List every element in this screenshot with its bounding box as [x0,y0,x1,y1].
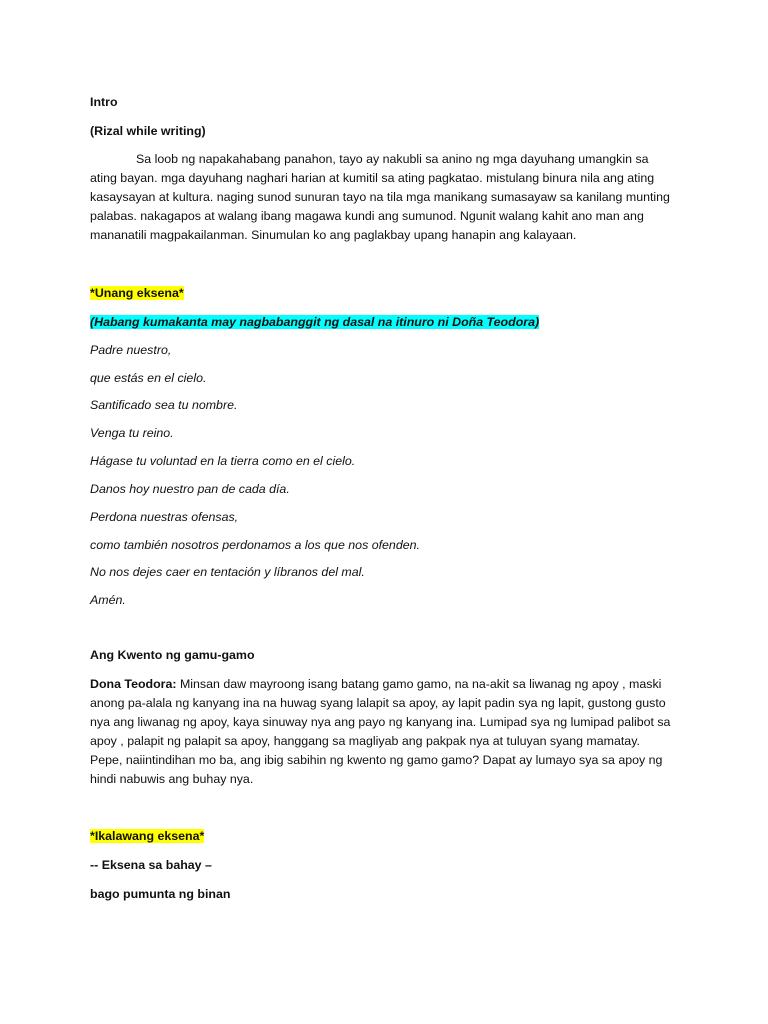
intro-paragraph-line: mananatili magpakailanman. Sinumulan ko ang paglakbay upang hanapin ang kalayaan. [90,228,577,242]
scene1-direction-text: (Habang kumakanta may nagbabanggit ng dasal na itinuro ni Doña Teodora) [90,315,540,329]
story-line: anong pa-alala ng kanyang ina na huwag syang lalapit sa apoy, ay lapit padin sya ng lapit, gustong gusto [90,696,666,710]
story-line: apoy , palapit ng palapit sa apoy, hanggang sa magliyab ang pakpak nya at tuluyan syang mamatay. [90,734,640,748]
story-line-text: Minsan daw mayroong isang batang gamo gamo, na na-akit sa liwanag ng apoy , maski [176,677,662,691]
prayer-line: que estás en el cielo. [90,371,207,385]
story-speaker: Dona Teodora: [90,677,177,691]
story-line [90,675,690,694]
intro-paragraph-line: kasaysayan at kultura. naging sunod sunuran tayo na tila mga manikang sumasayaw sa kanilang munting [90,190,670,204]
prayer-line: como también nosotros perdonamos a los que nos ofenden. [90,538,420,552]
story-line: hindi nabuwis ang buhay nya. [90,772,254,786]
intro-paragraph-line: palabas. nakagapos at walang ibang magawa kundi ang sumunod. Ngunit walang kahit ano man ang [90,209,644,223]
prayer-line: Perdona nuestras ofensas, [90,510,239,524]
scene1-heading [90,285,184,301]
prayer-line: Hágase tu voluntad en la tierra como en el cielo. [90,454,356,468]
scene2-heading-text: *Ikalawang eksena* [90,829,205,843]
prayer-line: Danos hoy nuestro pan de cada día. [90,482,290,496]
prayer-line: Venga tu reino. [90,426,174,440]
story-paragraph [90,675,690,789]
prayer-line: Amén. [90,593,126,607]
scene2-subheading: -- Eksena sa bahay – [90,858,212,872]
intro-paragraph-line: Sa loob ng napakahabang panahon, tayo ay nakubli sa anino ng mga dayuhang umangkin sa [136,152,649,166]
prayer-line: Santificado sea tu nombre. [90,398,238,412]
scene2-note: bago pumunta ng binan [90,887,231,901]
intro-subheading: (Rizal while writing) [90,124,206,138]
prayer-line: Padre nuestro, [90,343,172,357]
story-heading: Ang Kwento ng gamu-gamo [90,648,255,662]
intro-heading: Intro [90,95,118,109]
story-line: Pepe, naiintindihan mo ba, ang ibig sabihin ng kwento ng gamo gamo? Dapat ay lumayo sya sa apoy ng [90,753,663,767]
scene1-direction [90,314,539,330]
intro-paragraph [90,150,690,245]
story-line: nya ang liwanag ng apoy, kaya sinuway nya ang payo ng kanyang ina. Lumipad sya ng lumipad palibot sa [90,715,671,729]
prayer-line: No nos dejes caer en tentación y líbranos del mal. [90,565,365,579]
scene1-heading-text: *Unang eksena* [90,286,184,300]
scene2-heading [90,828,204,844]
intro-paragraph-line: ating bayan. mga dayuhang naghari harian at kumitil sa ating pagkatao. mistulang binura nila ang ating [90,171,655,185]
